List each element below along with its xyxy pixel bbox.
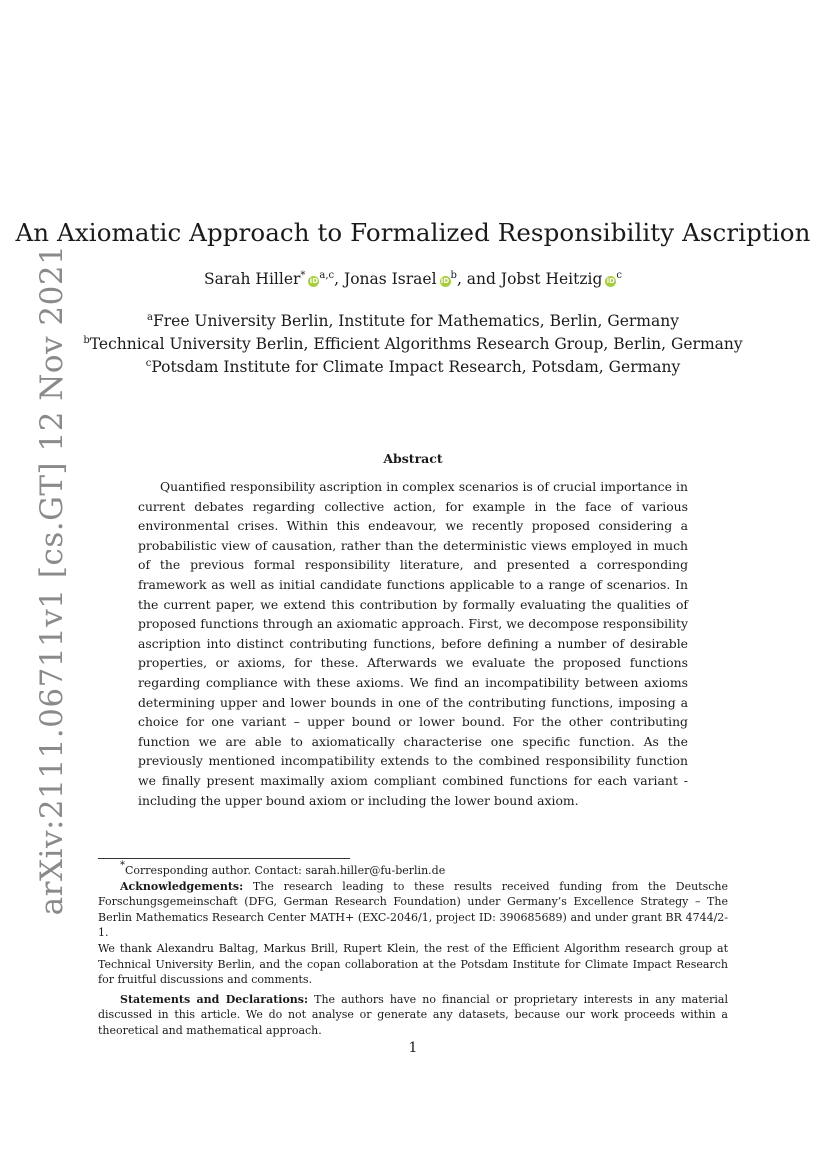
author-affiliation-marker: b	[450, 270, 457, 281]
author-name: Jobst Heitzig	[500, 270, 603, 288]
affiliation-text: Potsdam Institute for Climate Impact Research, Potsdam, Germany	[151, 358, 681, 376]
corresponding-text: Corresponding author. Contact: sarah.hiller@fu-berlin.de	[125, 864, 446, 877]
affiliation-marker: a	[147, 312, 153, 323]
statements-label: Statements and Declarations:	[120, 992, 309, 1006]
author-separator: , and	[456, 270, 501, 288]
orcid-icon[interactable]: iD	[309, 277, 319, 285]
affiliation-a	[0, 310, 826, 333]
thanks-note: We thank Alexandru Baltag, Markus Brill, Rupert Klein, the rest of the Efficient Algorithm research group at Technical University Berlin, and the copan collaboration at the Potsdam Institute for Climate Impact Research for fruitful discussions and comments.	[98, 941, 728, 987]
author-name: Sarah Hiller	[204, 270, 301, 288]
abstract-text: Quantified responsibility ascription in complex scenarios is of crucial importance in current debates regarding collective action, for example in the face of various environmental crises. Within this endeavour, we recently proposed considering a probabilistic view of causation, rather than the deterministic views employed in much of the previous formal responsibility literature, and presented a corresponding framework as well as initial candidate functions applicable to a range of scenarios. In the current paper, we extend this contribution by formally evaluating the qualities of proposed functions through an axiomatic approach. First, we decompose responsibility ascription into distinct contributing functions, before defining a number of desirable properties, or axioms, for these. Afterwards we evaluate the proposed functions regarding compliance with these axioms. We find an incompatibility between axioms determining upper and lower bounds in one of the contributing functions, imposing a choice for one variant – upper bound or lower bound. For the other contributing function we are able to axiomatically characterise one specific function. As the previously mentioned incompatibility extends to the combined responsibility function we finally present maximally axiom compliant combined functions for each variant - including the upper bound axiom or including the lower bound axiom.	[138, 479, 688, 808]
orcid-icon[interactable]: iD	[606, 277, 615, 285]
acknowledgements-label: Acknowledgements:	[120, 879, 244, 893]
statements-text: The authors have no financial or proprietary interests in any material discussed in this article. We do not analyse or generate any datasets, because our work proceeds within a theoretical and mathematical approach.	[98, 992, 728, 1037]
author-list	[0, 270, 826, 288]
affiliation-text: Free University Berlin, Institute for Mathematics, Berlin, Germany	[152, 312, 679, 330]
abstract-heading: Abstract	[383, 451, 443, 466]
affiliation-marker: c	[145, 358, 152, 369]
corresponding-author-note	[98, 860, 728, 879]
author-name: Jonas Israel	[344, 270, 437, 288]
acknowledgements-note	[98, 879, 728, 941]
arxiv-identifier: arXiv:2111.06711v1 [cs.GT] 12 Nov 2021	[34, 244, 70, 916]
author-affiliation-marker: a,c	[319, 270, 335, 281]
author-affiliation-marker: c	[616, 270, 622, 281]
orcid-icon[interactable]: iD	[440, 277, 450, 285]
footnote-rule	[98, 858, 350, 859]
affiliation-text: Technical University Berlin, Efficient Algorithms Research Group, Berlin, Germany	[89, 335, 743, 353]
corresponding-marker: *	[120, 860, 125, 871]
author-separator: ,	[334, 270, 345, 288]
statements-note	[98, 992, 728, 1039]
corresponding-marker: *	[300, 270, 306, 281]
paper-title: An Axiomatic Approach to Formalized Responsibility Ascription	[15, 218, 811, 247]
acknowledgements-text: The research leading to these results received funding from the Deutsche Forschungsgemeinschaft (DFG, German Research Foundation) under Germany’s Excellence Strategy – The Berlin Mathematics Research Center MATH+ (EXC-2046/1, project ID: 390685689) and under grant BR 4744/2-1.	[98, 879, 728, 940]
affiliation-b	[0, 333, 826, 356]
footnotes	[98, 860, 728, 1039]
affiliation-marker: b	[83, 335, 90, 346]
affiliations	[0, 310, 826, 379]
page-number: 1	[408, 1040, 418, 1056]
affiliation-c	[0, 356, 826, 379]
